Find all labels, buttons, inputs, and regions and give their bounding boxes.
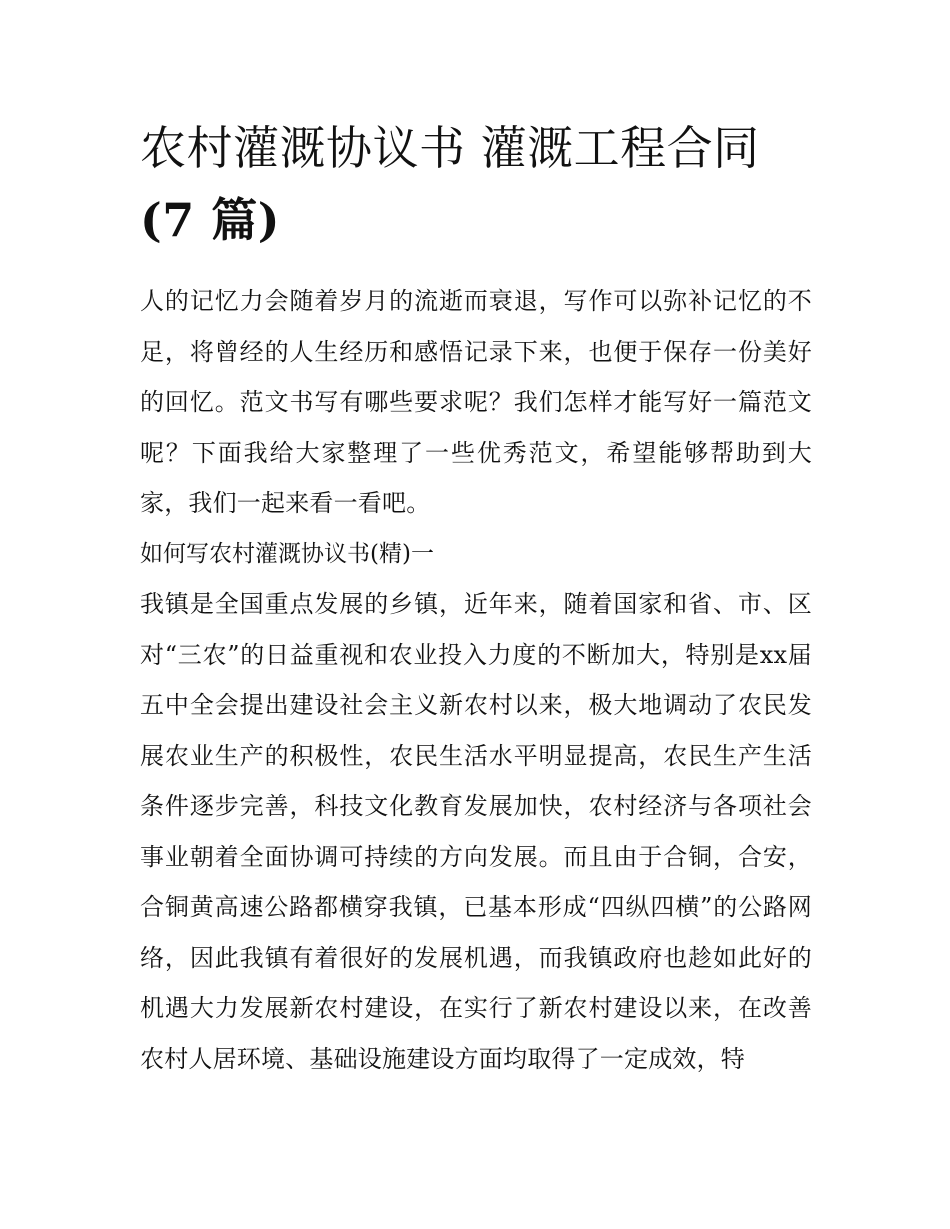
- document-content: [140, 276, 812, 1084]
- section-body-paragraph: 我镇是全国重点发展的乡镇，近年来，随着国家和省、市、区对“三农”的日益重视和农业投入力度的不断加大，特别是xx届五中全会提出建设社会主义新农村以来，极大地调动了农民发展农业生产的积极性，农民生活水平明显提高，农民生产生活条件逐步完善，科技文化教育发展加快，农村经济与各项社会事业朝着全面协调可持续的方向发展。而且由于合铜，合安，合铜黄高速公路都横穿我镇，已基本形成“四纵四横”的公路网络，因此我镇有着很好的发展机遇，而我镇政府也趁如此好的机遇大力发展新农村建设，在实行了新农村建设以来，在改善农村人居环境、基础设施建设方面均取得了一定成效，特: [140, 590, 812, 1073]
- document-title: [140, 112, 820, 256]
- document-title-count: (7 篇): [140, 193, 281, 247]
- section-heading: 如何写农村灌溉协议书(精)一: [140, 540, 434, 567]
- intro-paragraph: 人的记忆力会随着岁月的流逝而衰退，写作可以弥补记忆的不足，将曾经的人生经历和感悟记录下来，也便于保存一份美好的回忆。范文书写有哪些要求呢？我们怎样才能写好一篇范文呢？下面我给大家整理了一些优秀范文，希望能够帮助到大家，我们一起来看一看吧。: [140, 287, 812, 517]
- document-title-main: 农村灌溉协议书 灌溉工程合同: [140, 121, 760, 175]
